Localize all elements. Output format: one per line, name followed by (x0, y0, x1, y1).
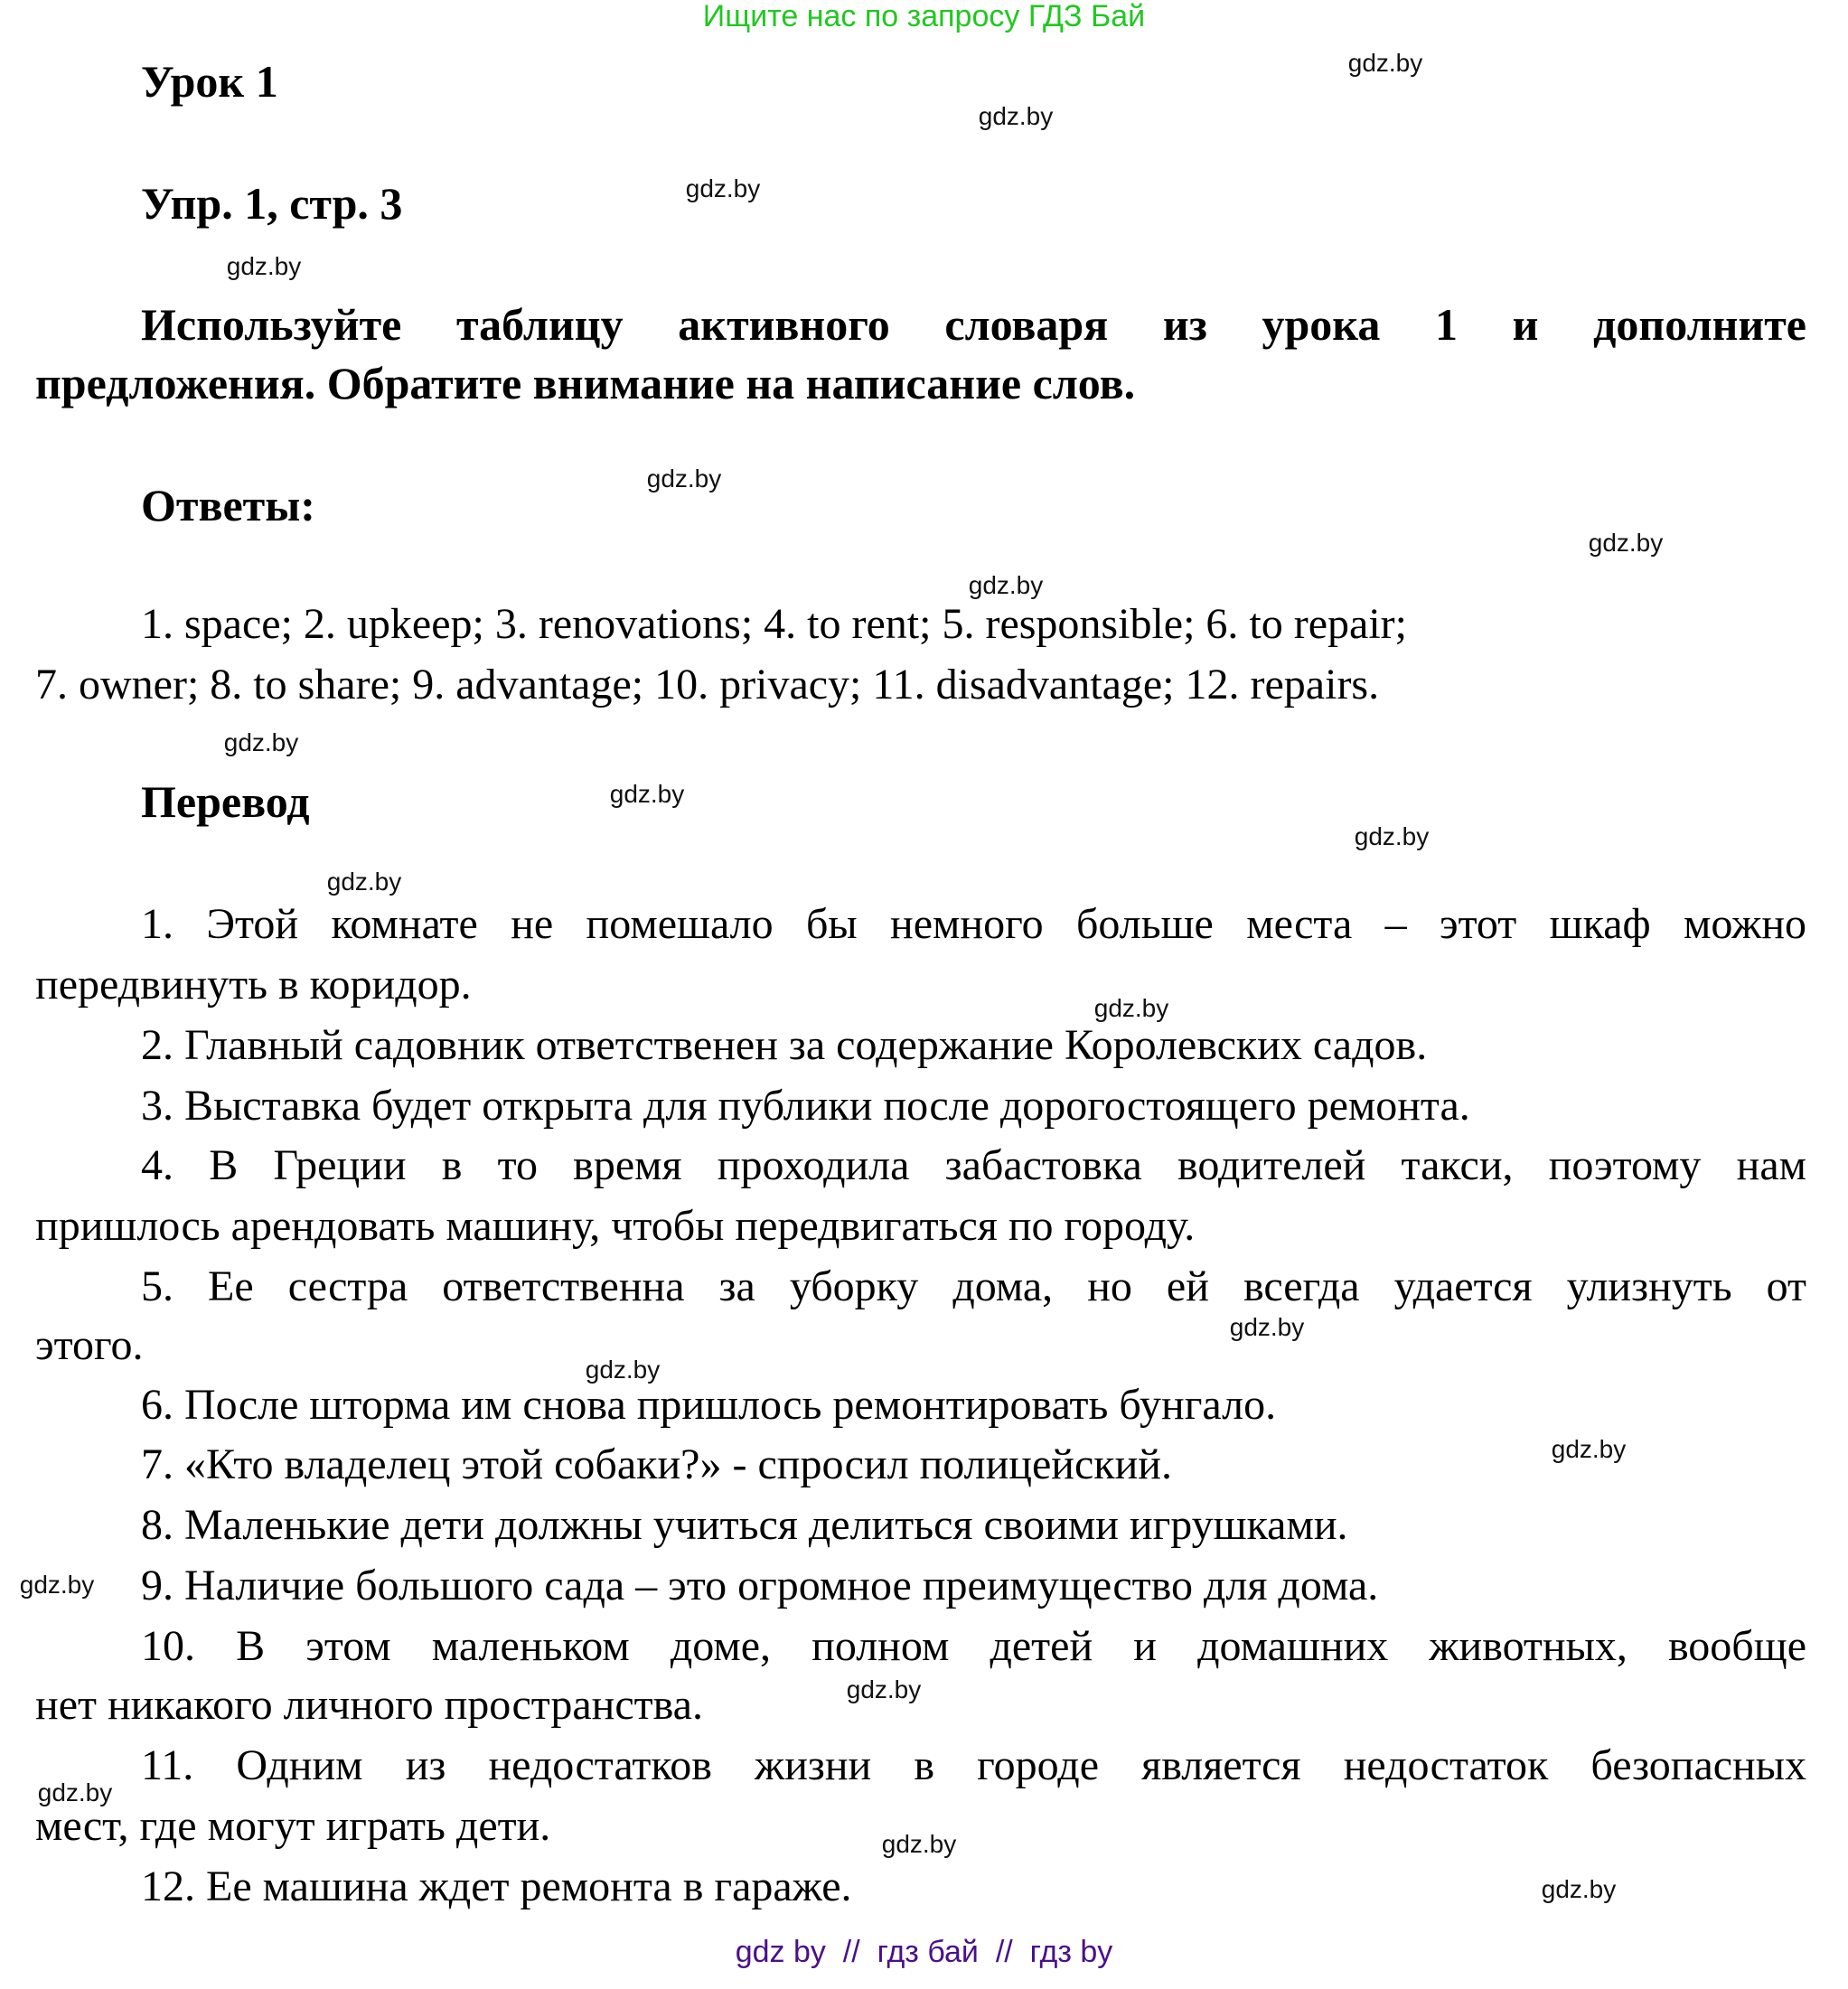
translation-line: передвинуть в коридор. (35, 961, 472, 1009)
watermark: gdz.by (326, 868, 402, 896)
search-banner: Ищите нас по запросу ГДЗ Бай (702, 0, 1146, 33)
translation-line: этого. (35, 1321, 144, 1369)
translation-line: 7. «Кто владелец этой собаки?» - спросил полицейский. (141, 1440, 1172, 1488)
translation-line: нет никакого личного пространства. (35, 1681, 703, 1729)
translation-line: 4. В Греции в то время проходила забастовка водителей такси, поэтому нам (141, 1141, 1806, 1189)
lesson-title: Урок 1 (141, 56, 278, 107)
translation-line: 10. В этом маленьком доме, полном детей и домашних животных, вообще (141, 1622, 1806, 1670)
answers-line-1: 1. space; 2. upkeep; 3. renovations; 4. to rent; 5. responsible; 6. to repair; (141, 600, 1407, 648)
watermark: gdz.by (226, 252, 302, 280)
watermark: gdz.by (37, 1778, 113, 1806)
translation-line: 9. Наличие большого сада – это огромное преимущество для дома. (141, 1562, 1379, 1609)
instruction-line-1: Используйте таблицу активного словаря из урока 1 и дополните (141, 299, 1806, 350)
watermark: gdz.by (646, 464, 722, 493)
watermark: gdz.by (881, 1830, 957, 1858)
answers-heading: Ответы: (141, 480, 315, 530)
watermark: gdz.by (585, 1356, 661, 1384)
watermark: gdz.by (685, 174, 761, 202)
watermark: gdz.by (968, 571, 1044, 599)
watermark: gdz.by (1588, 529, 1664, 557)
watermark: gdz.by (609, 780, 685, 808)
watermark: gdz.by (978, 102, 1054, 130)
translation-line: 3. Выставка будет открыта для публики после дорогостоящего ремонта. (141, 1082, 1470, 1130)
translation-line: мест, где могут играть дети. (35, 1802, 551, 1850)
translation-line: 1. Этой комнате не помешало бы немного больше места – этот шкаф можно (141, 900, 1806, 948)
footer-links: gdz by // гдз бай // гдз by (735, 1935, 1113, 1969)
translation-line: 6. После шторма им снова пришлось ремонтировать бунгало. (141, 1381, 1277, 1429)
translation-line: 5. Ее сестра ответственна за уборку дома, но ей всегда удается улизнуть от (141, 1262, 1806, 1310)
translation-line: 11. Одним из недостатков жизни в городе является недостаток безопасных (141, 1741, 1806, 1789)
watermark: gdz.by (1354, 822, 1430, 850)
watermark: gdz.by (1093, 994, 1169, 1022)
instruction-line-2: предложения. Обратите внимание на написание слов. (35, 358, 1136, 408)
watermark: gdz.by (1541, 1875, 1617, 1903)
translation-line: 2. Главный садовник ответственен за содержание Королевских садов. (141, 1021, 1428, 1069)
translation-line: 12. Ее машина ждет ремонта в гараже. (141, 1862, 852, 1910)
translation-line: 8. Маленькие дети должны учиться делиться своими игрушками. (141, 1501, 1348, 1549)
watermark: gdz.by (846, 1675, 922, 1703)
watermark: gdz.by (1229, 1313, 1305, 1341)
watermark: gdz.by (1551, 1435, 1627, 1463)
watermark: gdz.by (223, 728, 299, 756)
answers-line-2: 7. owner; 8. to share; 9. advantage; 10. privacy; 11. disadvantage; 12. repairs. (35, 661, 1380, 708)
watermark: gdz.by (19, 1571, 95, 1599)
translation-heading: Перевод (141, 776, 310, 827)
translation-line: пришлось арендовать машину, чтобы передвигаться по городу. (35, 1202, 1196, 1250)
watermark: gdz.by (1347, 49, 1423, 77)
exercise-title: Упр. 1, стр. 3 (141, 178, 403, 229)
